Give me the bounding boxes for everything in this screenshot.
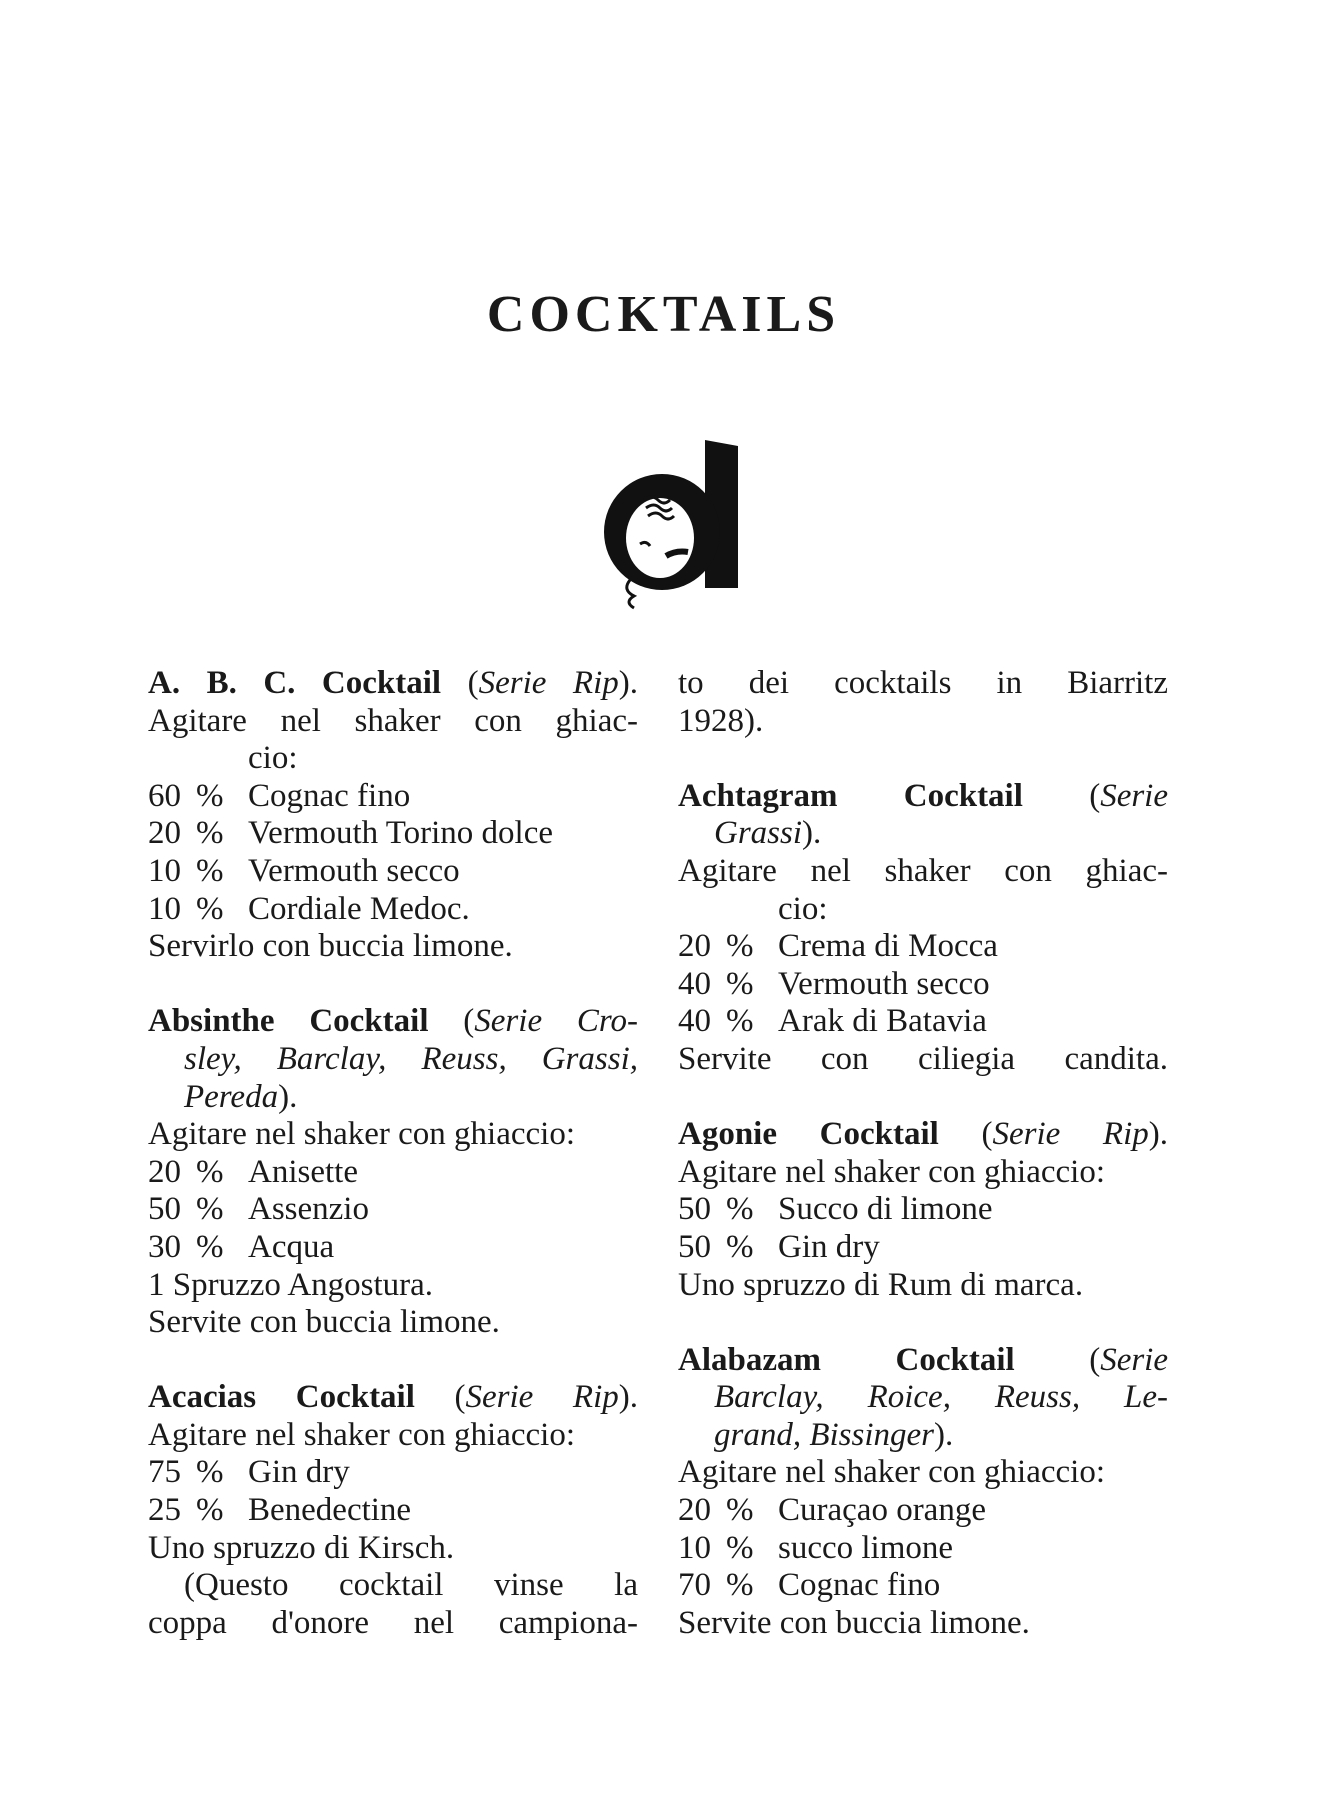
right-column — [678, 665, 1168, 1680]
ingredient-row: 60 % Cognac fino — [148, 777, 411, 814]
cocktail-source: Serie Rip — [992, 1116, 1149, 1153]
entry-agonie-cocktail — [678, 1116, 1168, 1304]
page-title: COCKTAILS — [486, 286, 841, 343]
ingredient-row: 10 % succo limone — [678, 1529, 954, 1566]
note-text: to dei cocktails in Biarritz — [678, 665, 1168, 701]
instruction-text: Agitare nel shaker con ghiaccio: — [678, 1153, 1105, 1190]
cocktail-name: Acacias Cocktail — [148, 1379, 415, 1416]
entry-achtagram-cocktail — [678, 778, 1168, 1079]
cocktail-source: Serie — [1100, 1341, 1168, 1378]
instruction-text: Agitare nel shaker con ghiac- — [678, 852, 1168, 889]
serve-text: Servite con buccia limone. — [678, 1604, 1030, 1641]
ingredient-row: 20 % Vermouth Torino dolce — [148, 815, 554, 852]
instruction-text: Agitare nel shaker con ghiac- — [148, 702, 638, 739]
note-text: 1928). — [678, 702, 764, 739]
entry-heading: A. B. C. Cocktail (Serie Rip). — [148, 665, 638, 701]
ingredient-row: 30 % Acqua — [148, 1228, 335, 1265]
ingredient-row: 10 % Vermouth secco — [148, 852, 460, 889]
instruction-text: Agitare nel shaker con ghiaccio: — [678, 1454, 1105, 1491]
instruction-text: cio: — [778, 890, 828, 927]
ingredient-row: 40 % Arak di Batavia — [678, 1003, 987, 1040]
cocktail-source: Serie Rip — [465, 1379, 619, 1416]
ingredient-row: 50 % Assenzio — [148, 1191, 369, 1228]
cocktail-name: Absinthe Cocktail — [148, 1003, 429, 1040]
cocktail-source: Pereda). — [184, 1078, 298, 1115]
ingredient-row: 50 % Succo di limone — [678, 1191, 993, 1228]
cocktail-name: Achtagram Cocktail — [678, 777, 1023, 814]
entry-heading: Absinthe Cocktail (Serie Cro- — [148, 1003, 638, 1040]
decorative-letter-a-icon — [600, 440, 750, 610]
ingredient-row: 20 % Curaçao orange — [678, 1492, 986, 1529]
ingredient-row: 20 % Anisette — [148, 1153, 358, 1190]
entry-absinthe-cocktail — [148, 1003, 638, 1341]
entry-continuation — [678, 665, 1168, 740]
serve-text: Servite con buccia limone. — [148, 1304, 500, 1341]
cocktail-name: Alabazam Cocktail — [678, 1341, 1015, 1378]
extra-text: Uno spruzzo di Rum di marca. — [678, 1266, 1084, 1303]
ingredient-row: 40 % Vermouth secco — [678, 965, 990, 1002]
serve-text: Servirlo con buccia limone. — [148, 928, 513, 965]
entry-alabazam-cocktail — [678, 1342, 1168, 1643]
ingredient-row: 20 % Crema di Mocca — [678, 928, 998, 965]
ingredient-row: 75 % Gin dry — [148, 1454, 350, 1491]
ingredient-row: 10 % Cordiale Medoc. — [148, 890, 470, 927]
cocktail-source: Serie — [1100, 777, 1168, 814]
note-text: (Questo cocktail vinse la — [184, 1567, 638, 1604]
cocktail-name: Agonie Cocktail — [678, 1116, 939, 1153]
instruction-text: Agitare nel shaker con ghiaccio: — [148, 1416, 575, 1453]
entry-acacias-cocktail — [148, 1379, 638, 1642]
extra-text: 1 Spruzzo Angostura. — [148, 1266, 434, 1303]
instruction-text: cio: — [248, 740, 298, 777]
cocktail-source: Serie Rip — [478, 665, 619, 701]
cocktail-source: Serie Cro- — [474, 1003, 638, 1040]
entry-heading: Agonie Cocktail (Serie Rip). — [678, 1116, 1168, 1153]
ingredient-row: 70 % Cognac fino — [678, 1567, 941, 1604]
cocktail-name: A. B. C. Cocktail — [148, 665, 442, 701]
entry-abc-cocktail — [148, 665, 638, 966]
extra-text: Uno spruzzo di Kirsch. — [148, 1529, 455, 1566]
serve-text: Servite con ciliegia candita. — [678, 1040, 1168, 1077]
entry-heading: Acacias Cocktail (Serie Rip). — [148, 1379, 639, 1416]
entry-heading: Alabazam Cocktail (Serie — [678, 1341, 1168, 1378]
instruction-text: Agitare nel shaker con ghiaccio: — [148, 1116, 575, 1153]
ingredient-row: 50 % Gin dry — [678, 1228, 880, 1265]
entry-heading: Achtagram Cocktail (Serie — [678, 777, 1168, 814]
cocktail-source: grand, Bissinger). — [714, 1416, 954, 1453]
left-column — [148, 665, 638, 1680]
cocktail-source: sley, Barclay, Reuss, Grassi, — [184, 1040, 638, 1077]
note-text: coppa d'onore nel campiona- — [148, 1604, 638, 1641]
cocktail-source: Barclay, Roice, Reuss, Le- — [714, 1379, 1168, 1416]
cocktail-source: Grassi). — [714, 815, 822, 852]
ingredient-row: 25 % Benedectine — [148, 1492, 412, 1529]
